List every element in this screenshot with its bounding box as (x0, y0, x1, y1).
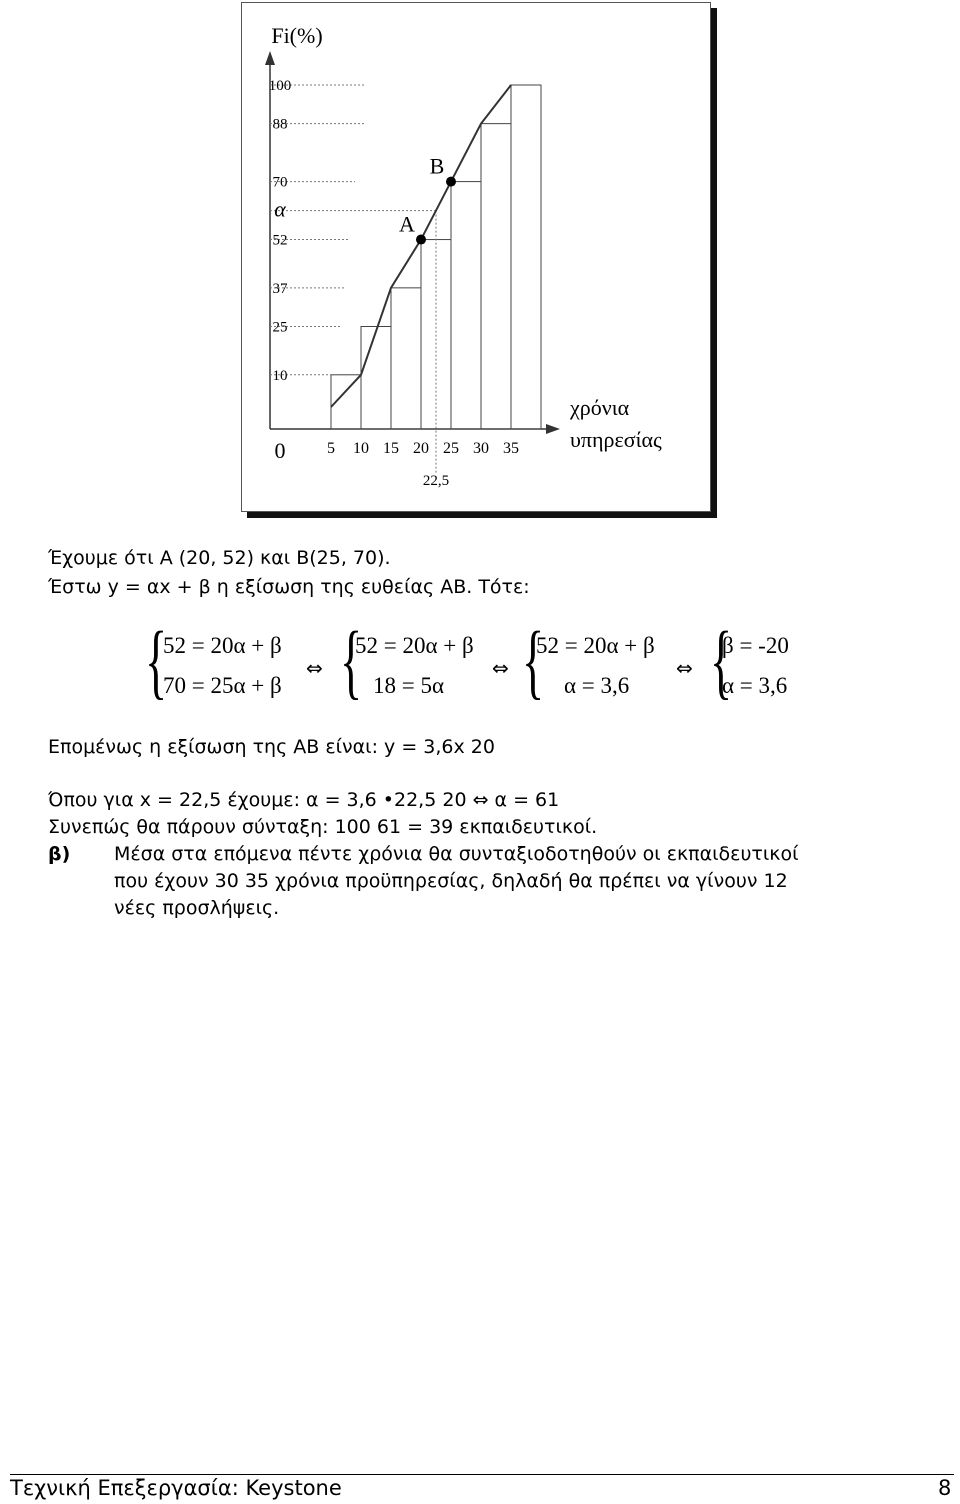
y-axis-arrow (265, 51, 275, 65)
brace-4: { (710, 615, 733, 708)
equivalence-icon: ⇔ (676, 656, 693, 680)
x-axis-title-line2: υπηρεσίας (570, 427, 662, 452)
line-equation-result: Επομένως η εξίσωση της ΑΒ είναι: y = 3,6x 20 (48, 736, 495, 758)
y-axis-title: Fi(%) (271, 23, 323, 48)
x-tick-label: 10 (353, 440, 369, 457)
part-b-line2: που έχουν 30 35 χρόνια προϋπηρεσίας, δηλαδή θα πρέπει να γίνουν 12 (114, 870, 788, 892)
footer-rule (10, 1474, 954, 1475)
x-tick-label: 15 (383, 440, 399, 457)
y-tick-label: 70 (272, 174, 288, 191)
footer-title: Τεχνική Επεξεργασία: Keystone (10, 1476, 342, 1500)
page-number: 8 (938, 1476, 952, 1500)
y-tick-label: 0 (274, 438, 286, 463)
histogram-bar (361, 327, 391, 430)
system3-row1: 52 = 20α + β (536, 633, 655, 658)
point-b-label: B (429, 153, 445, 179)
equivalence-icon: ⇔ (306, 656, 323, 680)
x-tick-label: 35 (503, 440, 519, 457)
x-tick-label: 5 (327, 440, 335, 457)
alpha-computation: Όπου για x = 22,5 έχουμε: α = 3,6 •22,5 20 ⇔ α = 61 (48, 789, 560, 811)
y-tick-label: 52 (272, 232, 288, 249)
system4-row2: α = 3,6 (722, 673, 788, 698)
y-tick-label: 25 (272, 319, 288, 336)
x-tick-label: 30 (473, 440, 489, 457)
histogram-bar (511, 85, 541, 429)
part-b-label: β) (48, 843, 71, 865)
brace-1: { (145, 615, 168, 708)
part-b-line1: Μέσα στα επόμενα πέντε χρόνια θα συνταξιοδοτηθούν οι εκπαιδευτικοί (114, 843, 799, 865)
retirement-count: Συνεπώς θα πάρουν σύνταξη: 100 61 = 39 εκπαιδευτικοί. (48, 816, 598, 838)
ogive-chart (242, 3, 710, 511)
histogram-bar (481, 124, 511, 429)
y-tick-label: 100 (268, 78, 292, 94)
system1-row1: 52 = 20α + β (163, 633, 282, 658)
y-tick-label: α (274, 196, 286, 222)
point-a (416, 235, 426, 245)
given-points-text: Έχουμε ότι Α (20, 52) και Β(25, 70). (48, 547, 391, 569)
x-tick-label: 25 (443, 440, 459, 457)
point-b (446, 177, 456, 187)
system1-row2: 70 = 25α + β (163, 673, 282, 698)
brace-2: { (340, 615, 363, 708)
x-axis-arrow (546, 424, 560, 434)
ogive-figure (241, 2, 711, 512)
y-tick-label: 37 (272, 280, 288, 297)
brace-3: { (522, 615, 545, 708)
histogram-bar (391, 288, 421, 429)
x-axis-title-line1: χρόνια (570, 395, 630, 420)
system2-row2: 18 = 5α (373, 673, 445, 698)
x-tick-label: 20 (413, 440, 429, 457)
system2-row1: 52 = 20α + β (355, 633, 474, 658)
system3-row2: α = 3,6 (564, 673, 630, 698)
equivalence-icon: ⇔ (492, 656, 509, 680)
y-tick-label: 10 (272, 367, 288, 384)
y-tick-label: 88 (272, 116, 288, 133)
x-extra-tick-label: 22,5 (422, 473, 450, 489)
line-equation-intro: Έστω y = αx + β η εξίσωση της ευθείας ΑΒ. Τότε: (48, 576, 530, 598)
part-b-line3: νέες προσλήψεις. (114, 897, 280, 919)
point-a-label: A (399, 211, 415, 237)
system4-row1: β = -20 (722, 633, 789, 658)
histogram-bar (451, 182, 481, 429)
